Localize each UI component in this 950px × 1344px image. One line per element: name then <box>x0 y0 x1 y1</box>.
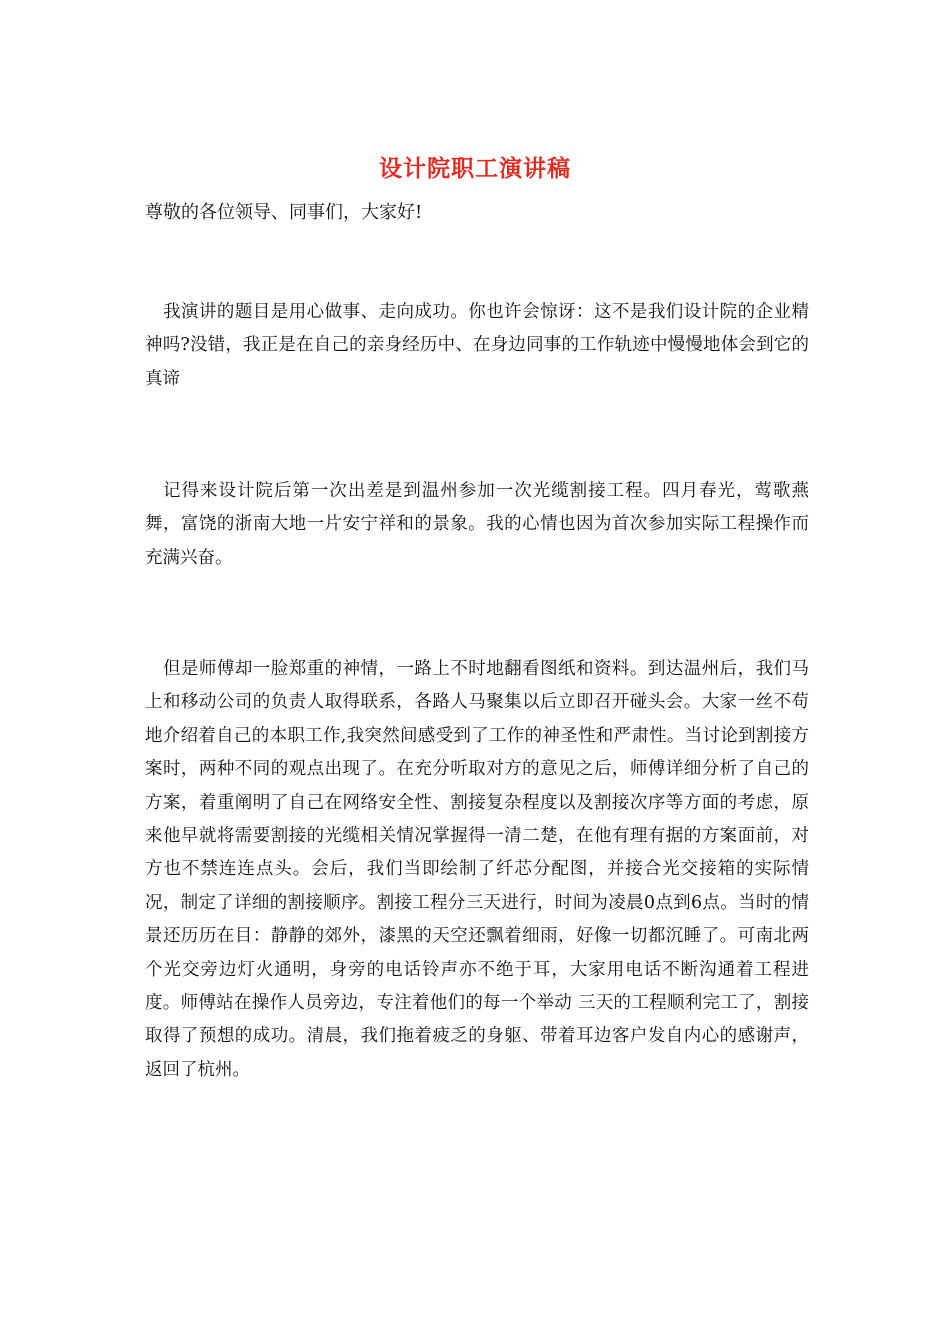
greeting-line: 尊敬的各位领导、同事们，大家好! <box>145 202 423 223</box>
paragraph-3: 但是师傅却一脸郑重的神情，一路上不时地翻看图纸和资料。到达温州后，我们马上和移动公司的负责人取得联系，各路人马聚集以后立即召开碰头会。大家一丝不苟地介绍着自己的本职工作,我突然间感受到了工作的神圣性和严肃性。当讨论到割接方案时，两种不同的观点出现了。在充分听取对方的意见之后，师傅详细分析了自己的方案，着重阐明了自己在网络安全性、割接复杂程度以及割接次序等方面的考虑，原来他早就将需要割接的光缆相关情况掌握得一清二楚，在他有理有据的方案面前，对方也不禁连连点头。会后，我们当即绘制了纤芯分配图，并接合光交接箱的实际情况，制定了详细的割接顺序。割接工程分三天进行，时间为凌晨0点到6点。当时的情景还历历在目：静静的郊外，漆黑的天空还飘着细雨，好像一切都沉睡了。可南北两个光交旁边灯火通明，身旁的电话铃声亦不绝于耳，大家用电话不断沟通着工程进度。师傅站在操作人员旁边，专注着他们的每一个举动 三天的工程顺利完工了，割接取得了预想的成功。清晨，我们拖着疲乏的身躯、带着耳边客户发自内心的感谢声，返回了杭州。 <box>145 659 809 1080</box>
paragraph-1: 我演讲的题目是用心做事、走向成功。你也许会惊讶：这不是我们设计院的企业精神吗?没错，我正是在自己的亲身经历中、在身边同事的工作轨迹中慢慢地体会到它的真谛 <box>145 302 809 389</box>
document-title: 设计院职工演讲稿 <box>379 155 571 182</box>
paragraph-2: 记得来设计院后第一次出差是到温州参加一次光缆割接工程。四月春光，莺歌燕舞，富饶的浙南大地一片安宁祥和的景象。我的心情也因为首次参加实际工程操作而充满兴奋。 <box>145 481 809 568</box>
